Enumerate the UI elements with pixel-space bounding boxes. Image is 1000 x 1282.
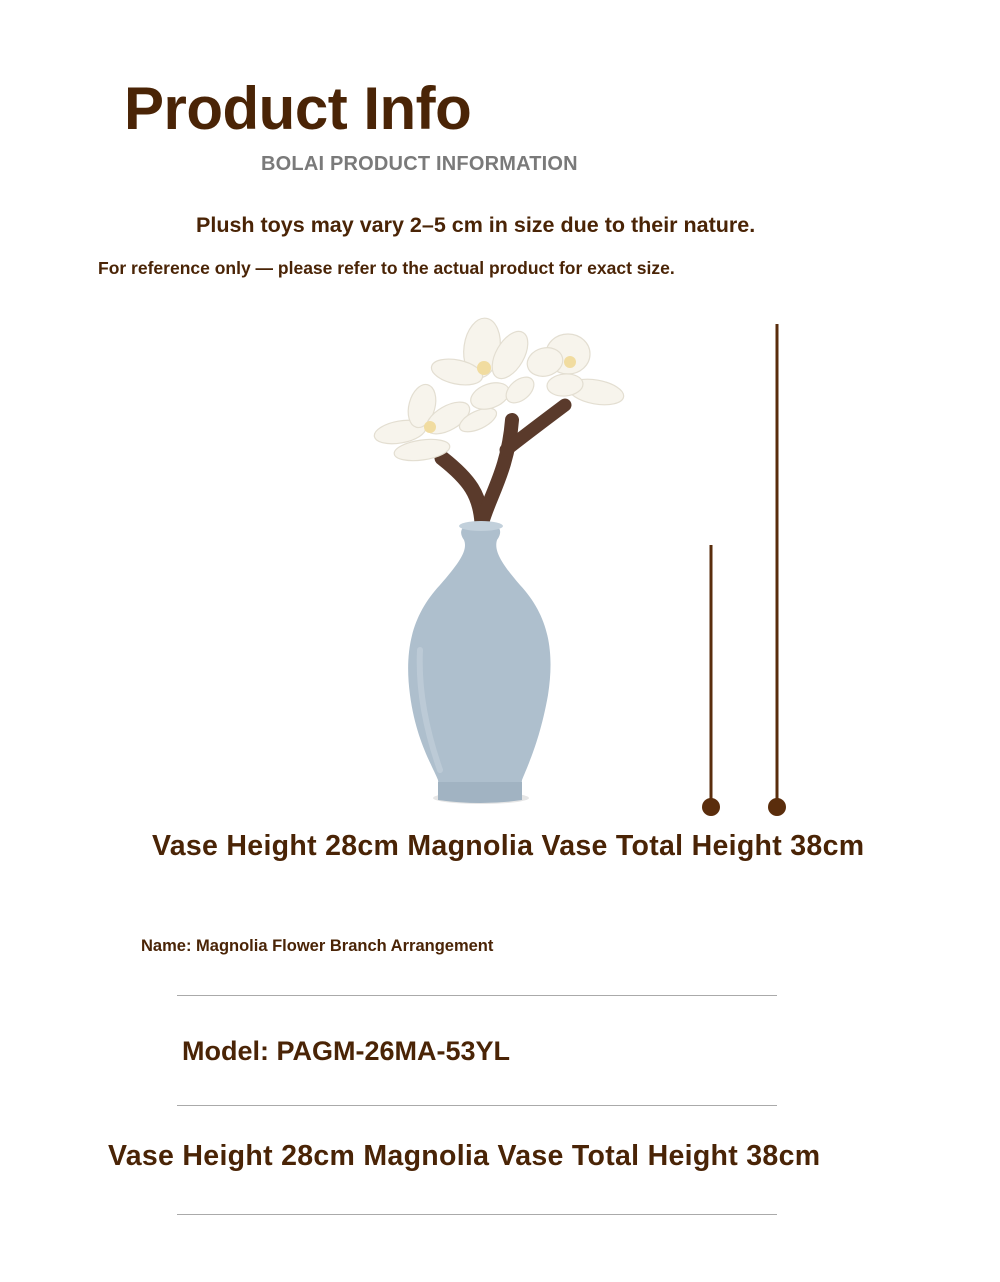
height-measure-lines bbox=[690, 318, 800, 823]
height-caption: Vase Height 28cm Magnolia Vase Total Height 38cm bbox=[152, 830, 865, 862]
divider bbox=[177, 995, 777, 996]
divider bbox=[177, 1214, 777, 1215]
vase-height-measure-line bbox=[702, 545, 720, 816]
total-height-measure-line bbox=[768, 324, 786, 816]
magnolia-vase-plush-icon bbox=[360, 310, 640, 820]
product-name: Name: Magnolia Flower Branch Arrangement bbox=[141, 937, 494, 955]
page-subtitle: BOLAI PRODUCT INFORMATION bbox=[261, 153, 578, 175]
product-dimensions: Vase Height 28cm Magnolia Vase Total Height 38cm bbox=[108, 1140, 821, 1172]
page-title: Product Info bbox=[124, 75, 472, 142]
product-model: Model: PAGM-26MA-53YL bbox=[182, 1036, 511, 1066]
vase bbox=[408, 521, 550, 804]
magnolia-flower bbox=[372, 316, 625, 464]
divider bbox=[177, 1105, 777, 1106]
size-variation-note: Plush toys may vary 2–5 cm in size due to their nature. bbox=[196, 213, 756, 237]
reference-note: For reference only — please refer to the actual product for exact size. bbox=[98, 258, 675, 278]
